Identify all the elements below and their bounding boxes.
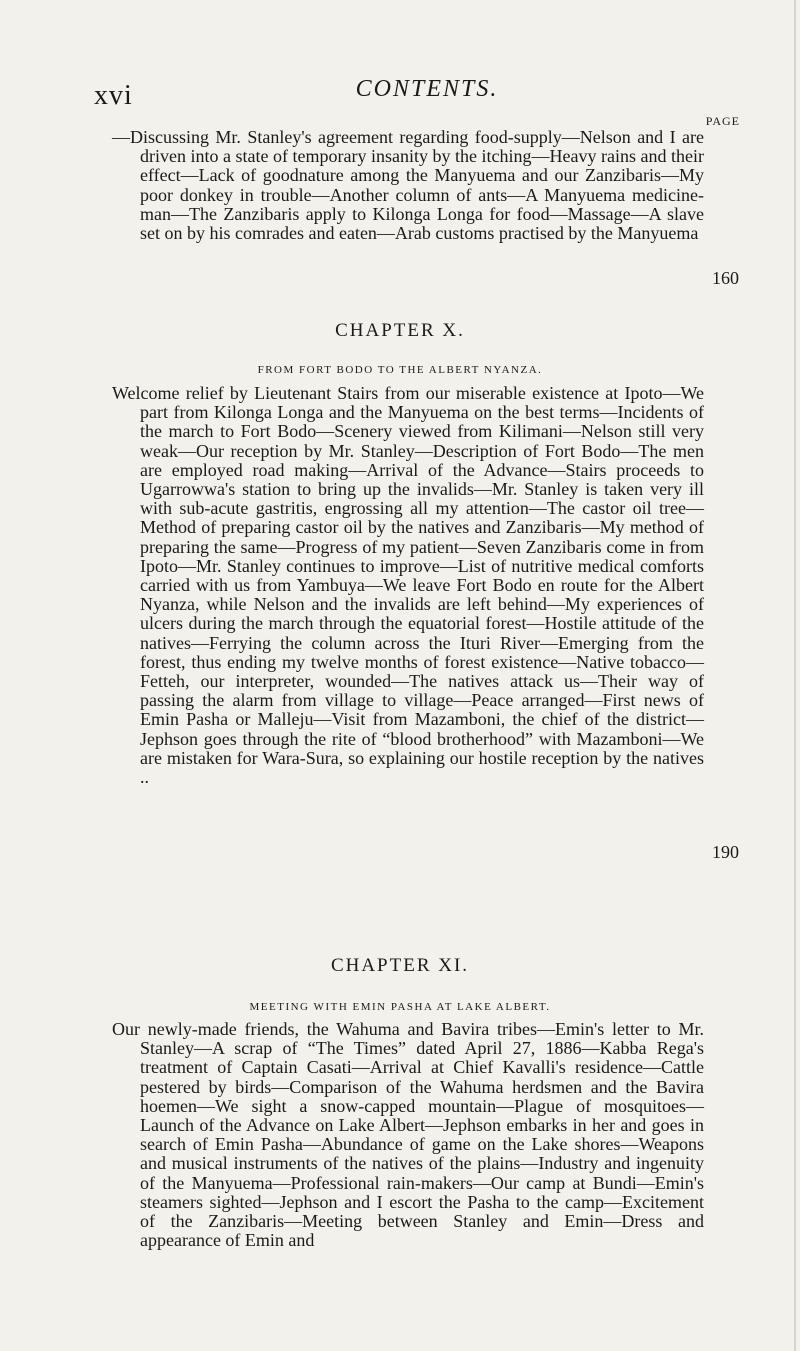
contents-entry-continued <box>112 128 704 243</box>
chapter-summary <box>112 1020 704 1250</box>
page-header <box>94 70 760 128</box>
chapter-summary-text: Our newly-made friends, the Wahuma and Bavira tribes—Emin's letter to Mr. Stanley—A scrap of “The Times” dated April 27, 1886—Kabba Rega's treatment of Captain Casati—Arrival at Chief Kavalli's residence—Cattle pestered by birds—Comparison of the Wahuma herdsmen and the Bavira hoemen—We sight a snow-capped mountain—Plague of mosquitoes—Launch of the Advance on Lake Albert—Jephson embarks in her and goes in search of Emin Pasha—Abundance of game on the Lake shores—Weapons and musical instruments of the natives of the plains—Industry and ingenuity of the Manyuema—Professional rain-makers—Our camp at Bundi—Emin's steamers sighted—Jephson and I escort the Pasha to the camp—Excitement of the Zanzibaris—Meeting between Stanley and Emin—Dress and appearance of Emin and <box>112 1019 704 1251</box>
chapter-subtitle: MEETING WITH EMIN PASHA AT LAKE ALBERT. <box>249 1001 551 1013</box>
chapter-summary-text: Welcome relief by Lieutenant Stairs from our miserable existence at Ipoto—We part from Kilonga Longa and the Manyuema on the best terms—Incidents of the march to Fort Bodo—Scenery viewed from Kilimani—Nelson still very weak—Our reception by Mr. Stanley—Description of Fort Bodo—The men are employed road making—Arrival of the Advance—Stairs proceeds to Ugarrowwa's station to bring up the invalids—Mr. Stanley is taken very ill with sub-acute gastritis, engrossing all my attention—The castor oil tree—Method of preparing castor oil by the natives and Zanzibaris—My method of preparing the same—Progress of my patient—Seven Zanzibaris come in from Ipoto—Mr. Stanley continues to improve—List of nutritive medical comforts carried with us from Yambuya—We leave Fort Bodo en route for the Albert Nyanza, while Nelson and the invalids are left behind—My experiences of ulcers during the march through the equatorial forest—Hostile attitude of the natives—Ferrying the column across the Ituri River—Emerging from the forest, thus ending my twelve months of forest existence—Native tobacco—Fetteh, our interpreter, wounded—The natives attack us—Their way of passing the alarm from village to village—Peace arranged—First news of Emin Pasha or Malleju—Visit from Mazamboni, the chief of the district—Jephson goes through the rite of “blood brotherhood” with Mazamboni—We are mistaken for Wara-Sura, so explaining our hostile reception by the natives .. <box>112 383 704 788</box>
running-title: CONTENTS. <box>355 76 499 102</box>
chapter-page-number: 190 <box>712 842 739 862</box>
chapter-heading: CHAPTER X. <box>335 320 465 341</box>
page-column-label: PAGE <box>705 114 740 128</box>
chapter-summary <box>112 384 704 787</box>
chapter-subtitle: FROM FORT BODO TO THE ALBERT NYANZA. <box>257 364 543 376</box>
page-number: xvi <box>94 80 133 111</box>
page-edge-shadow <box>794 0 796 1351</box>
entry-text: —Discussing Mr. Stanley's agreement regarding food-supply—Nelson and I are driven into a state of temporary insanity by the itching—Heavy rains and their effect—Lack of goodnature among the Manyuema and our Zanzibaris—My poor donkey in trouble—Another column of ants—A Manyuema medicine-man—The Zanzibaris apply to Kilonga Longa for food—Massage—A slave set on by his comrades and eaten—Arab customs practised by the Manyuema <box>112 127 704 244</box>
entry-page-number: 160 <box>712 268 739 288</box>
chapter-heading: CHAPTER XI. <box>330 955 470 976</box>
